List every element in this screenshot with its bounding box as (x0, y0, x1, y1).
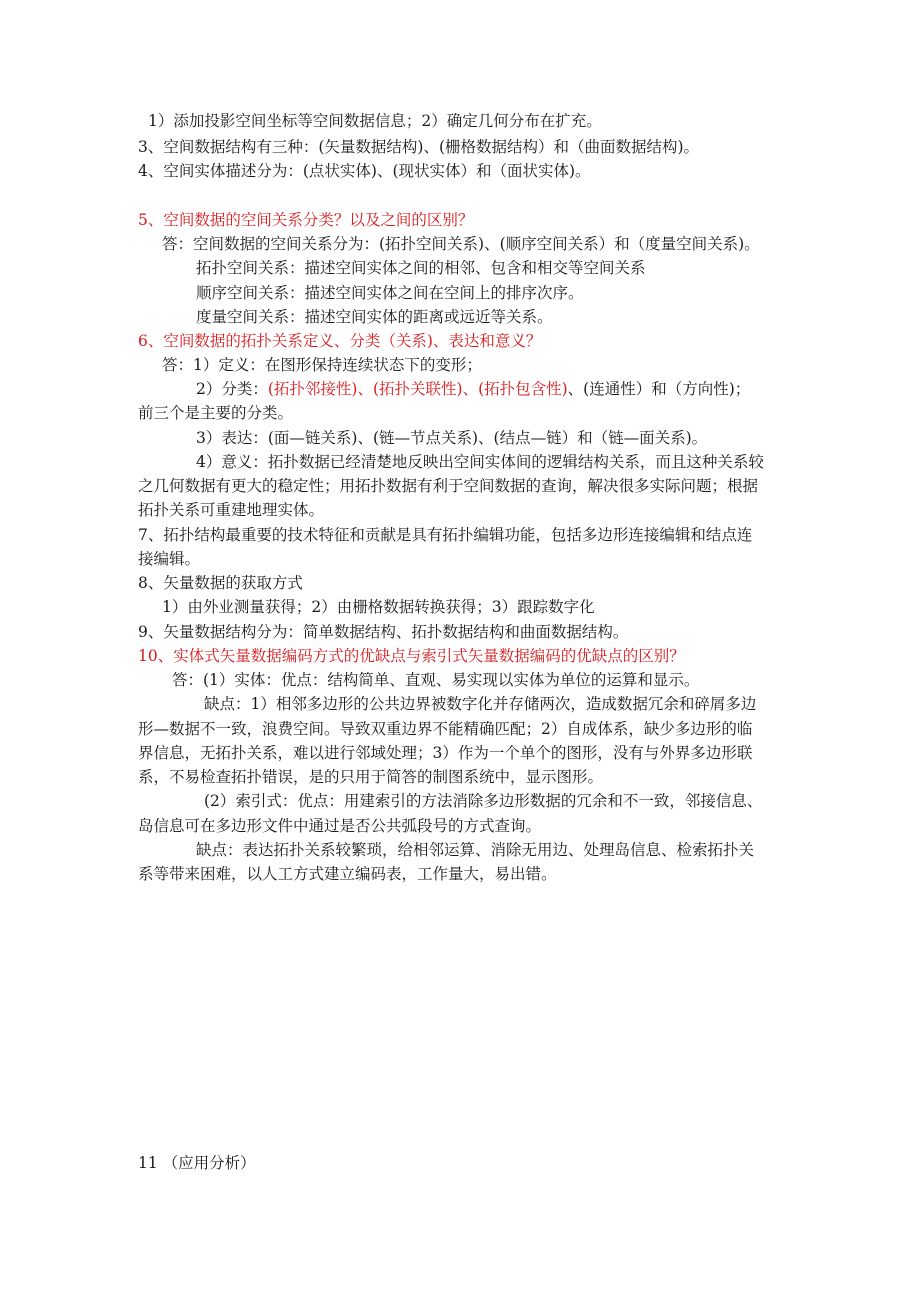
question-10-heading: 10、实体式矢量数据编码方式的优缺点与索引式矢量数据编码的优缺点的区别？ (138, 647, 685, 665)
answer-10-entity-cons: 缺点：1）相邻多边形的公共边界被数字化并存储两次，造成数据冗余和碎屑多边 (204, 695, 757, 713)
answer-6-significance-cont: 之几何数据有更大的稳定性；用拓扑数据有利于空间数据的查询，解决很多实际问题；根据 (138, 477, 759, 495)
answer-10-index-cons-2: 系等带来困难，以人工方式建立编码表，工作量大，易出错。 (138, 865, 557, 883)
item-11: 11 （应用分析） (138, 1154, 256, 1172)
classification-rest: 、(连通性）和（方向性)； (567, 380, 751, 398)
answer-5-order: 顺序空间关系：描述空间实体之间在空间上的排序次序。 (196, 284, 584, 302)
answer-10-index-cons: 缺点：表达拓扑关系较繁琐，给相邻运算、消除无用边、处理岛信息、检索拓扑关 (196, 841, 755, 859)
question-6-heading: 6、空间数据的拓扑关系定义、分类（关系)、表达和意义？ (138, 332, 542, 350)
answer-item-3: 3、空间数据结构有三种：(矢量数据结构)、(栅格数据结构）和（曲面数据结构)。 (138, 138, 700, 156)
item-7-cont: 接编辑。 (138, 550, 201, 568)
answer-10-entity-cons-3: 界信息，无拓扑关系，难以进行邻域处理；3）作为一个单个的图形，没有与外界多边形联 (138, 744, 753, 762)
answer-6-definition: 答：1）定义：在图形保持连续状态下的变形； (162, 356, 482, 374)
answer-6-significance-end: 拓扑关系可重建地理实体。 (138, 501, 325, 519)
answer-10-index-pros: (2）索引式：优点：用建索引的方法消除多边形数据的冗余和不一致，邻接信息、 (204, 792, 763, 810)
item-9: 9、矢量数据结构分为：简单数据结构、拓扑数据结构和曲面数据结构。 (138, 623, 629, 641)
answer-10-entity-pros: 答：(1）实体：优点：结构简单、直观、易实现以实体为单位的运算和显示。 (172, 671, 700, 689)
classification-label: 2）分类： (196, 380, 268, 398)
answer-5: 答：空间数据的空间关系分为：(拓扑空间关系)、(顺序空间关系）和（度量空间关系)。 (162, 235, 760, 253)
answer-6-classification (196, 377, 750, 401)
answer-6-expression: 3）表达：(面—链关系)、(链—节点关系)、(结点—链）和（链—面关系)。 (196, 429, 708, 447)
item-7: 7、拓扑结构最重要的技术特征和贡献是具有拓扑编辑功能，包括多边形连接编辑和结点连 (138, 526, 753, 544)
answer-6-classification-cont: 前三个是主要的分类。 (138, 404, 294, 422)
answer-10-entity-cons-2: 形—数据不一致，浪费空间。导致双重边界不能精确匹配；2）自成体系，缺少多边形的临 (138, 720, 753, 738)
answer-6-significance: 4）意义：拓扑数据已经清楚地反映出空间实体间的逻辑结构关系，而且这种关系较 (196, 453, 764, 471)
answer-5-topology: 拓扑空间关系：描述空间实体之间的相邻、包含和相交等空间关系 (196, 259, 646, 277)
classification-highlight: (拓扑邻接性)、(拓扑关联性)、(拓扑包含性) (267, 380, 568, 398)
answer-5-metric: 度量空间关系：描述空间实体的距离或远近等关系。 (196, 308, 553, 326)
answer-10-index-pros-2: 岛信息可在多边形文件中通过是否公共弧段号的方式查询。 (138, 817, 542, 835)
item-8-methods: 1）由外业测量获得；2）由栅格数据转换获得；3）跟踪数字化 (162, 598, 595, 616)
question-5-heading: 5、空间数据的空间关系分类？以及之间的区别？ (138, 211, 474, 229)
answer-10-entity-cons-4: 系，不易检查拓扑错误，是的只用于简答的制图系统中，显示图形。 (138, 768, 604, 786)
answer-line: 1）添加投影空间坐标等空间数据信息；2）确定几何分布在扩充。 (148, 112, 602, 130)
answer-item-4: 4、空间实体描述分为：(点状实体)、(现状实体）和（面状实体)。 (138, 162, 591, 180)
item-8: 8、矢量数据的获取方式 (138, 574, 303, 592)
